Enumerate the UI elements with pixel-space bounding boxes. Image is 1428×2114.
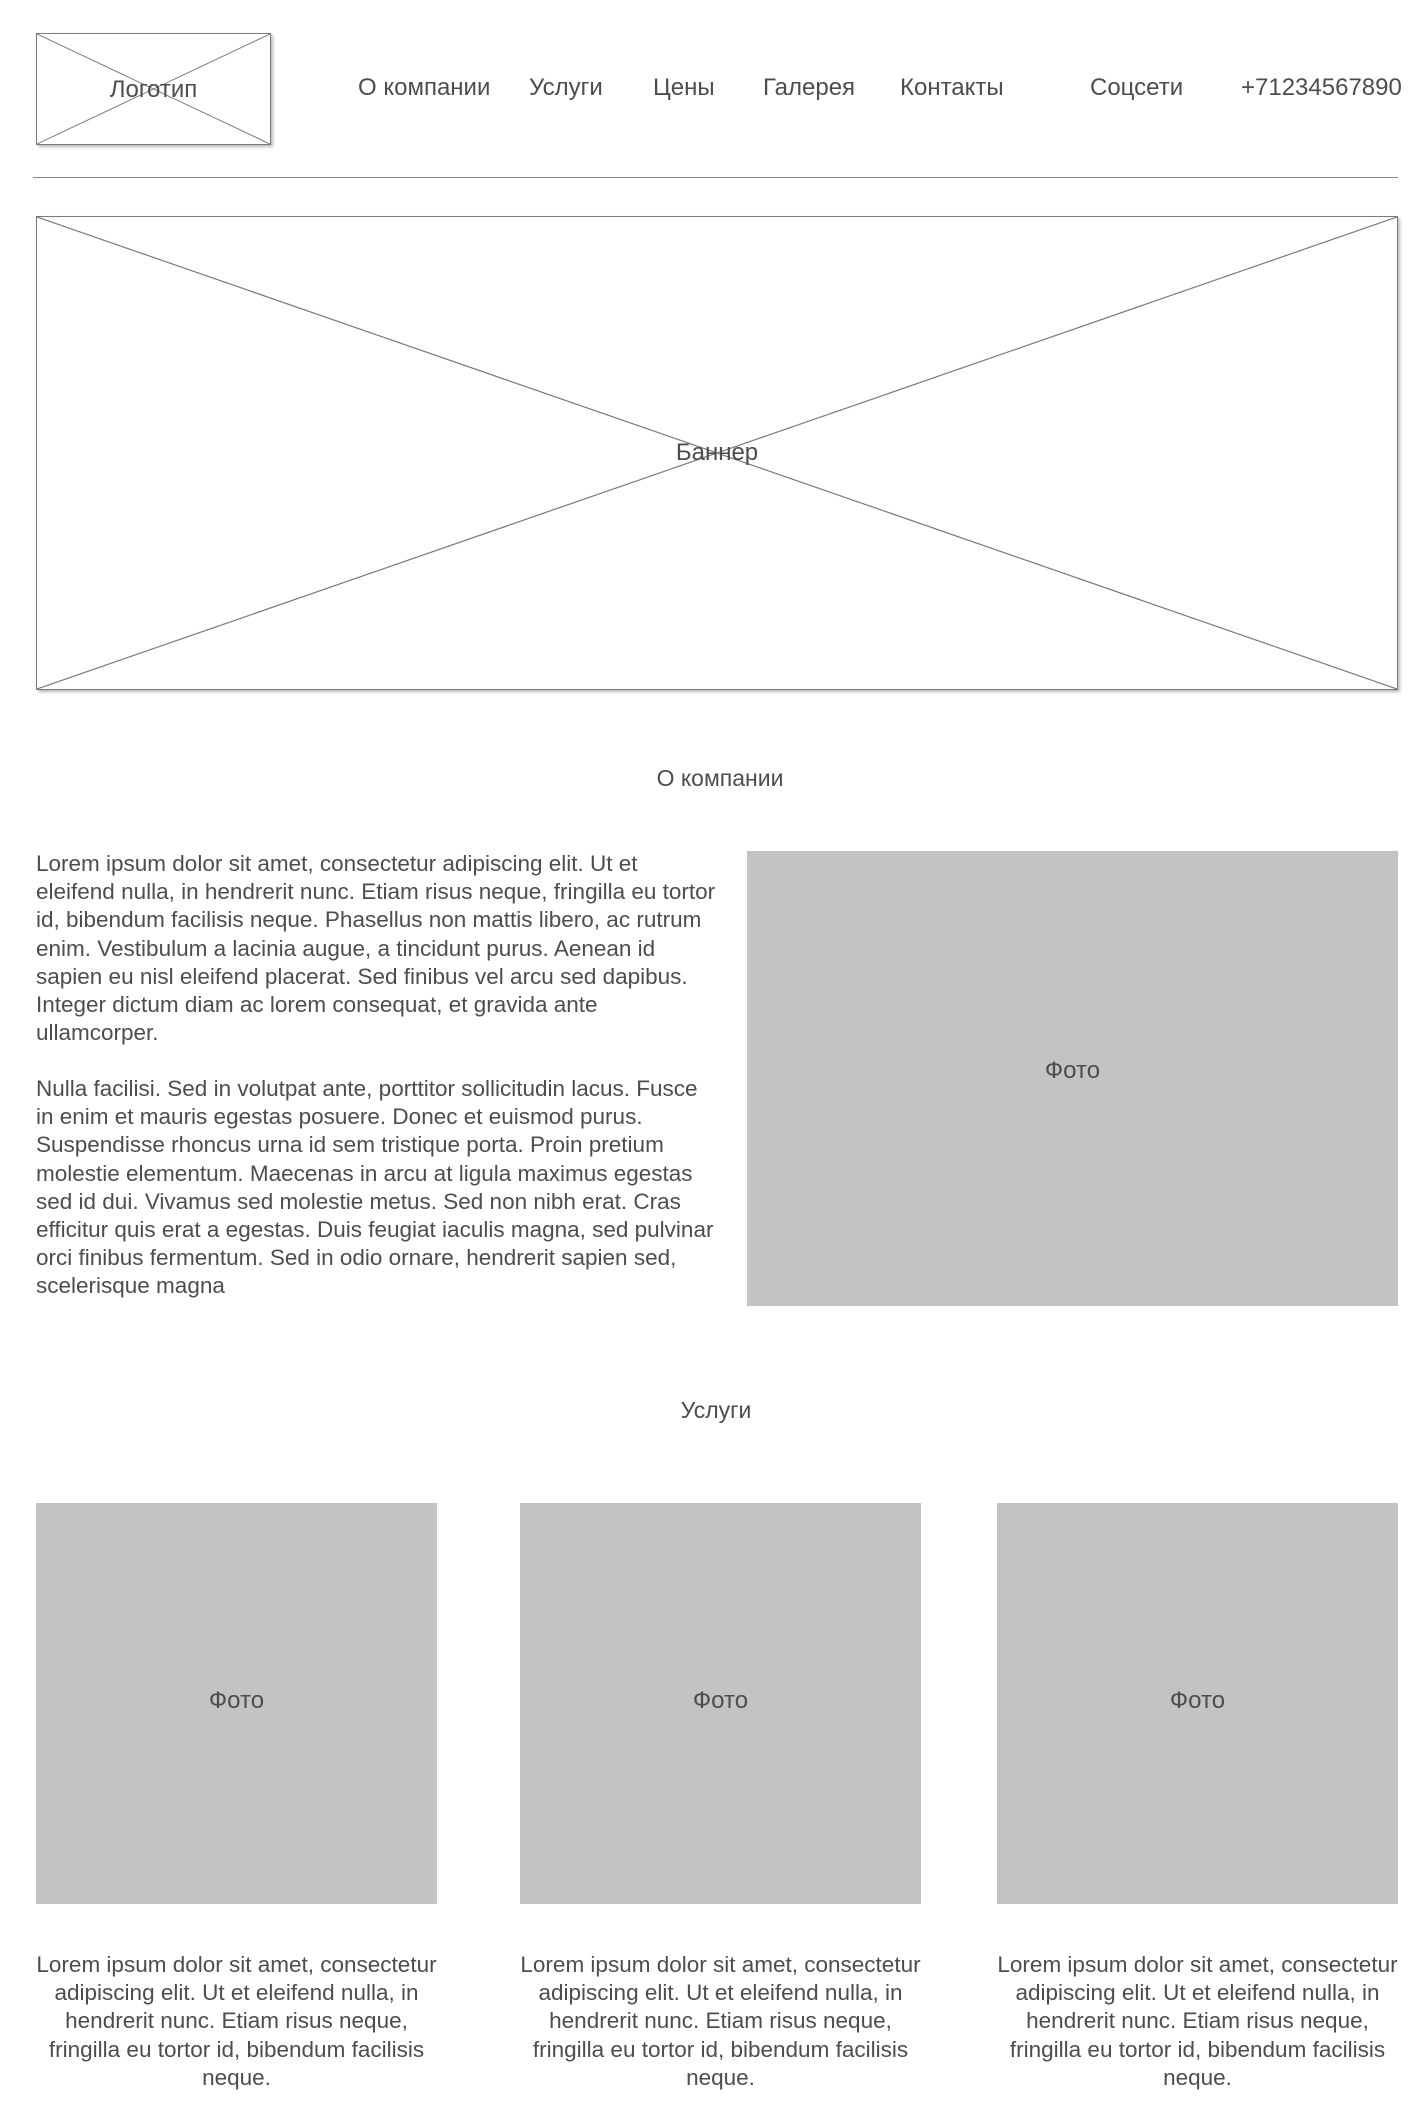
service-card-3-caption: Lorem ipsum dolor sit amet, consectetur adipiscing elit. Ut et eleifend nulla, in hendrerit nunc. Etiam risus neque, fringilla eu tortor id, bibendum facilisis neque. [997,1952,1398,2090]
service-card-2-photo [520,1503,921,1904]
service-card-1-caption: Lorem ipsum dolor sit amet, consectetur adipiscing elit. Ut et eleifend nulla, in hendrerit nunc. Etiam risus neque, fringilla eu tortor id, bibendum facilisis neque. [36,1952,437,2090]
about-paragraph-1: Lorem ipsum dolor sit amet, consectetur adipiscing elit. Ut et eleifend nulla, in hendrerit nunc. Etiam risus neque, fringilla eu tortor id, bibendum facilisis neque. Phasellus non mattis libero, ac rutrum enim. Vestibulum a lacinia augue, a tincidunt purus. Aenean id sapien eu nisl eleifend placerat. Sed finibus vel arcu sed dapibus. Integer dictum diam ac lorem consequat, et gravida ante ullamcorper. [36,851,716,1046]
nav-item-prices[interactable]: Цены [653,74,715,101]
nav-item-social[interactable]: Соцсети [1090,74,1184,101]
services-section-title: Услуги [680,1397,752,1423]
logo-placeholder[interactable] [36,33,271,145]
logo-label: Логотип [109,76,198,103]
banner-label: Баннер [675,439,759,466]
about-photo [747,851,1398,1306]
nav-item-services[interactable]: Услуги [529,74,603,101]
service-card-1-photo [36,1503,437,1904]
about-paragraph-2: Nulla facilisi. Sed in volutpat ante, porttitor sollicitudin lacus. Fusce in enim et mauris egestas posuere. Donec et euismod purus. Suspendisse rhoncus urna id sem tristique porta. Proin pretium molestie elementum. Maecenas in arcu at ligula maximus egestas sed id dui. Vivamus sed molestie metus. Sed non nibh erat. Cras efficitur quis erat a egestas. Duis feugiat iaculis magna, sed pulvinar orci finibus fermentum. Sed in odio ornare, hendrerit sapien sed, scelerisque magna [36,1076,714,1299]
banner-placeholder[interactable] [36,216,1398,690]
photo-label: Фото [692,1687,749,1714]
service-card-2-caption: Lorem ipsum dolor sit amet, consectetur adipiscing elit. Ut et eleifend nulla, in hendrerit nunc. Etiam risus neque, fringilla eu tortor id, bibendum facilisis neque. [520,1952,921,2090]
nav-item-gallery[interactable]: Галерея [763,74,856,101]
photo-label: Фото [1169,1687,1226,1714]
phone-link[interactable]: +71234567890 [1241,74,1402,101]
photo-label: Фото [208,1687,265,1714]
photo-label: Фото [1044,1057,1101,1084]
service-card-3-photo [997,1503,1398,1904]
nav-item-contacts[interactable]: Контакты [900,74,1004,101]
header-divider [33,177,1398,178]
nav-item-about[interactable]: О компании [358,74,491,101]
about-section-title: О компании [656,765,784,791]
